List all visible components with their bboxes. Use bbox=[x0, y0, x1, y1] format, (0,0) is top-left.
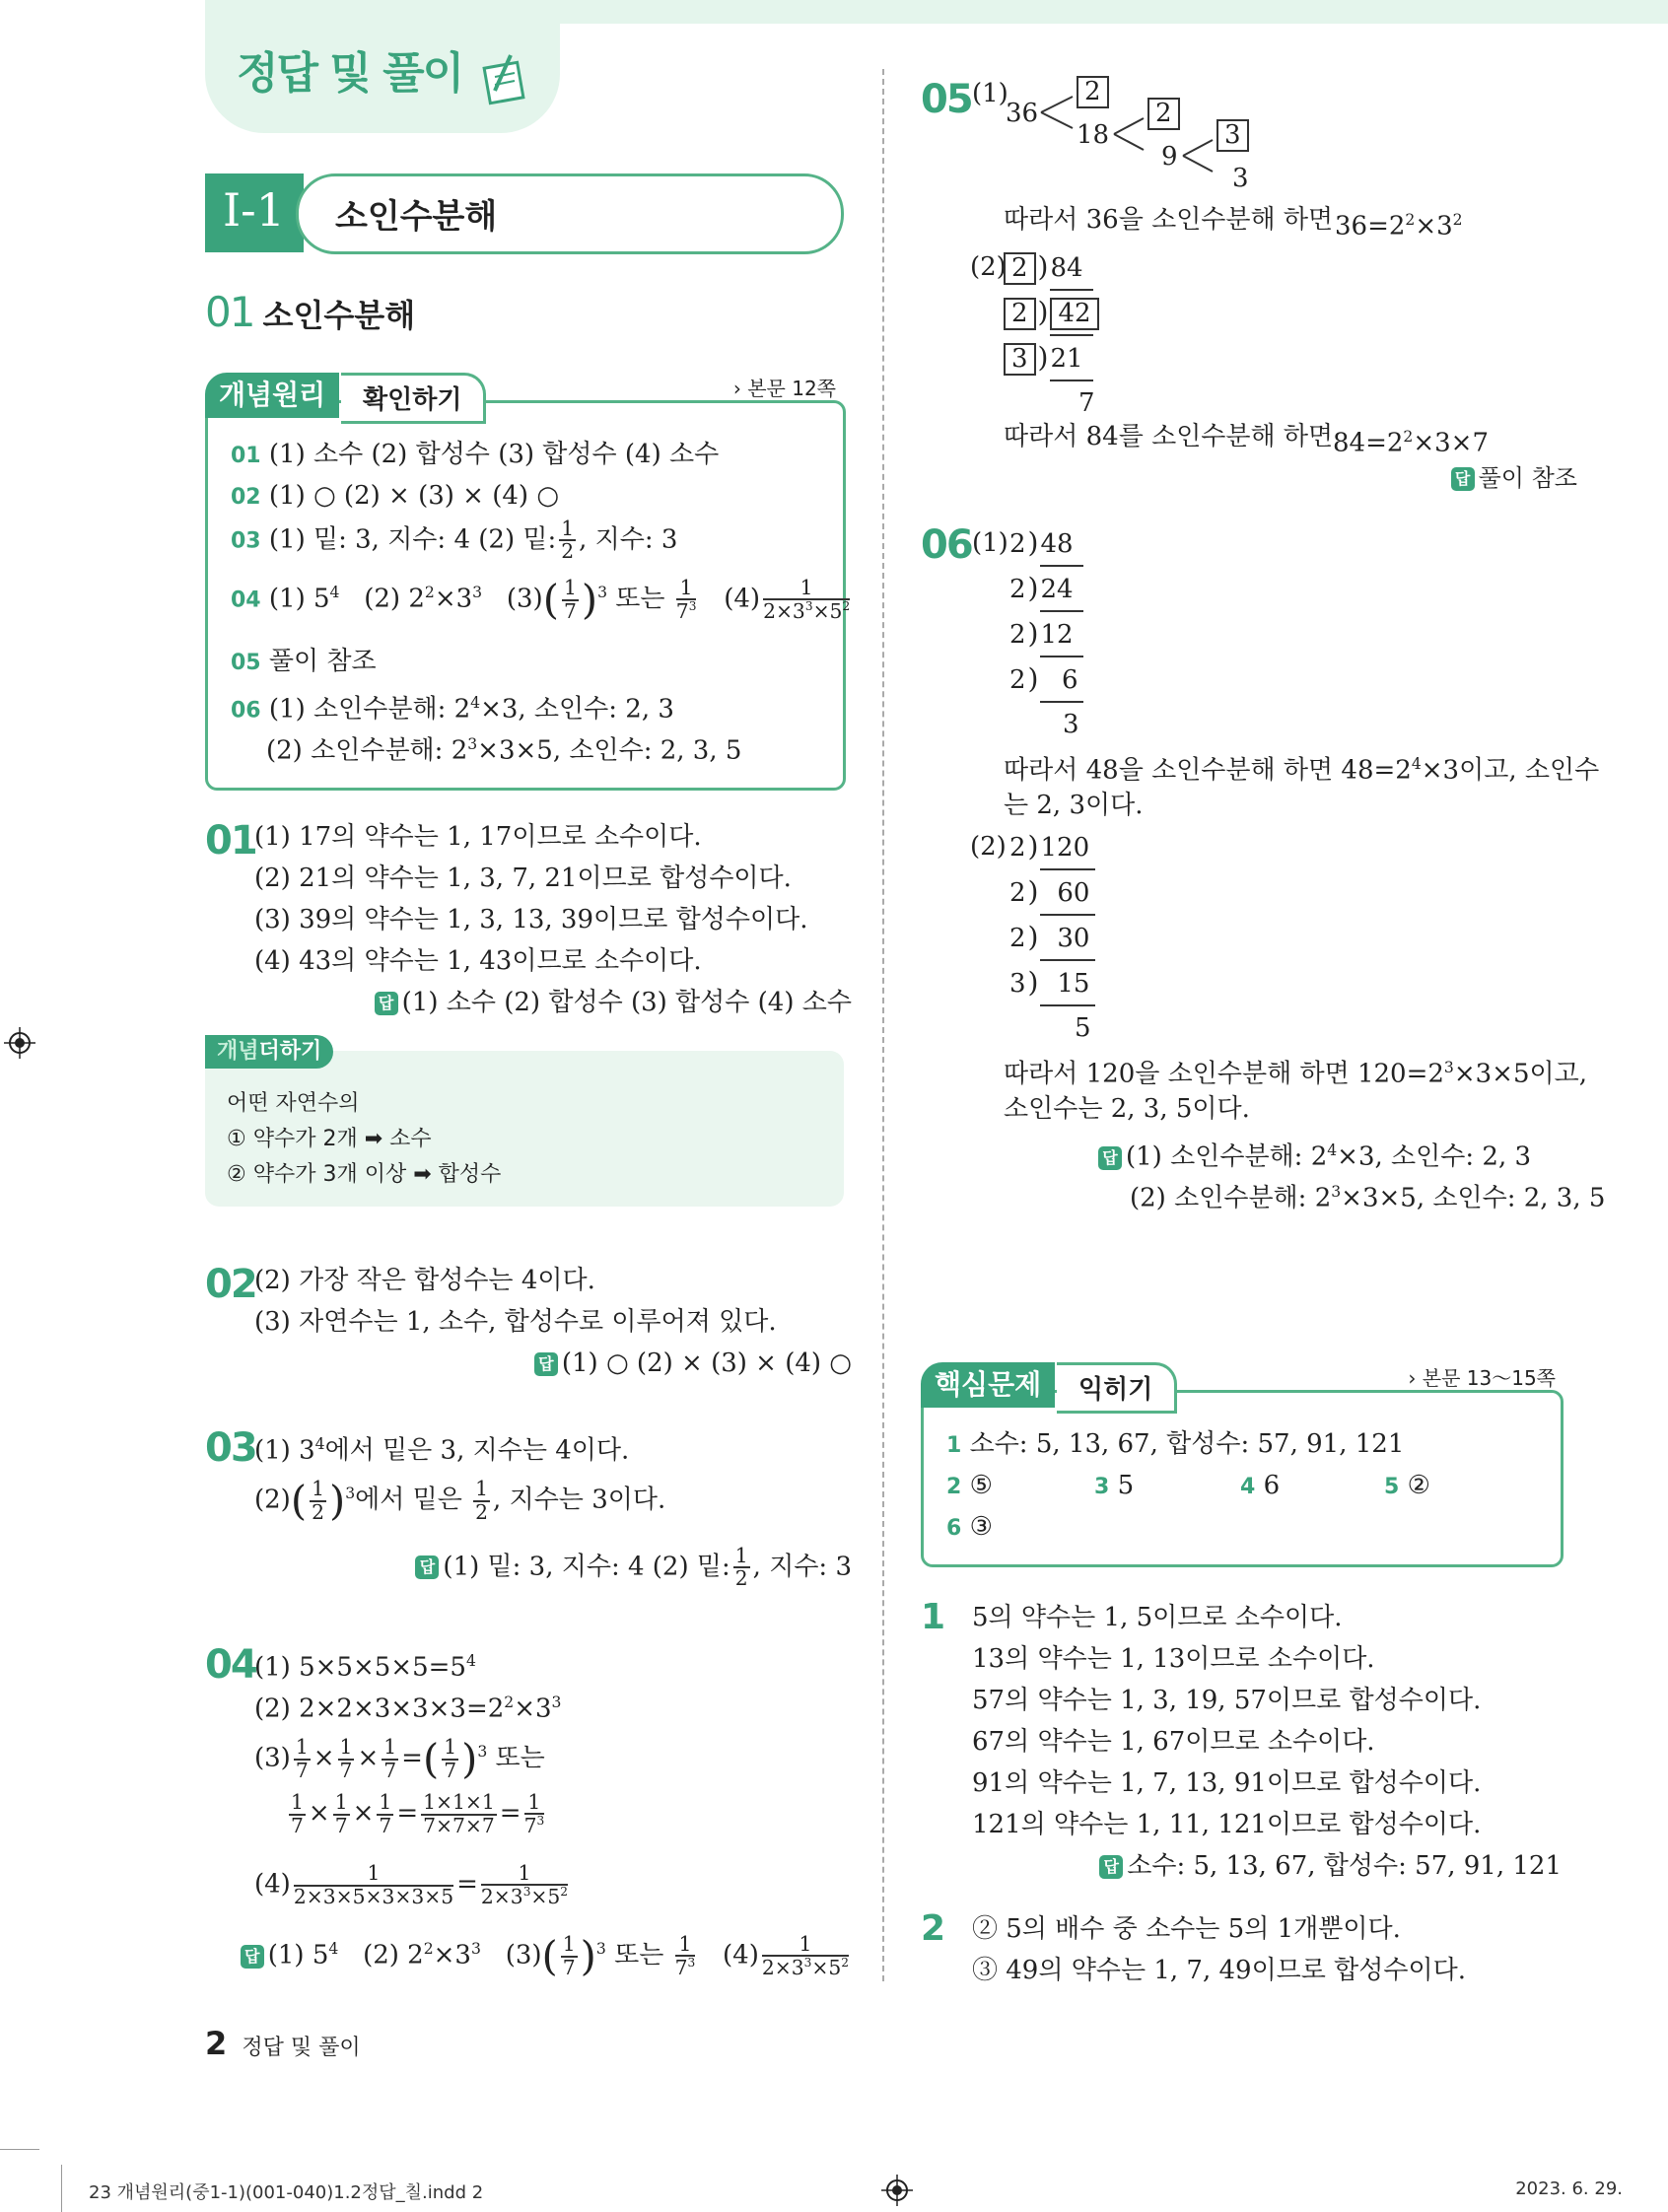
unit-heading: Ⅰ-1 소인수분해 bbox=[205, 173, 841, 252]
crop-line bbox=[0, 2149, 39, 2150]
q06: 06 (1) 2)48 2)24 2)12 2) 6 3 따라서 48을 소인수분해 하면 $48=2^4\times 3$이고, 소인수 는 2, 3이다. (2) 2)120 2) 60 2) 30 3) 15 5 따라서 120을 소인수분해 하면 $120=2^3\times 3\times 5$이고, 소인수는 2, 3, 5이다. 답 (1) 소인수분해: $2^4\times 3$, 소인수: 2, 3 (2) 소인수분해: $2^3\times 3\times 5$, 소인수: 2, 3, 5 bbox=[921, 522, 1606, 1213]
registration-mark-icon bbox=[881, 2175, 913, 2206]
slug-file: 23 개념원리(중1-1)(001-040)1.2정답_칠.indd 2 bbox=[89, 2182, 484, 2203]
column-divider bbox=[882, 69, 884, 1981]
slug-date: 2023. 6. 29. bbox=[1515, 2178, 1623, 2199]
q05: 05 (1) 36 2 18 2 9 3 3 따라서 36을 소인수분해 하면 $36=2^2\times 3^2$ (2) 2 )84 2 ) 42 3 )21 7 따라서 84를 소인수분해 하면 $84=2^2\times 3\times 7$ 답 풀이 참조 bbox=[921, 77, 1577, 492]
registration-mark-icon bbox=[4, 1027, 35, 1059]
crop-line-v bbox=[61, 2165, 62, 2212]
core-box: 핵심문제 익히기 › 본문 13～15쪽 1 소수: 5, 13, 67, 합성수: 57, 91, 121 2 ⑤ 3 5 4 6 5 ② 6 ③ bbox=[921, 1362, 1562, 1565]
page-title: 정답 및 풀이 bbox=[237, 48, 463, 99]
lesson-heading: 01 소인수분해 bbox=[205, 288, 416, 336]
page-footer: 2 정답 및 풀이 bbox=[205, 2025, 361, 2062]
notebook-pen-icon bbox=[481, 51, 528, 106]
concept-plus-box: 개념더하기 어떤 자연수의 ① 약수가 2개 ➡ 소수 ② 약수가 3개 이상 ➡ 합성수 bbox=[205, 1035, 844, 1207]
concept-box: 개념원리 확인하기 › 본문 12쪽 01 (1) 소수 (2) 합성수 (3) 합성수 (4) 소수 02 (1) ○ (2) × (3) × (4) ○ 03 (1) 밑: 3, 지수: 4 (2) 밑: $\frac{1}{2}$ , 지수: 3 04 (1) $5^4$ (2) $2^2\times 3^3$ (3)( $\frac{1}{7}$ )$^3$ 또는 $\frac{1}{7^3}$ (4) $\frac{1}{2\times 3^3\times 5^2}$ 05 풀이 참조 06 (1) 소인수분해: $2^4\times 3$, 소인수: 2, 3 (2) 소인수분해: $2^3\times 3\times 5$, 소인수: 2, 3, 5 bbox=[205, 373, 842, 787]
